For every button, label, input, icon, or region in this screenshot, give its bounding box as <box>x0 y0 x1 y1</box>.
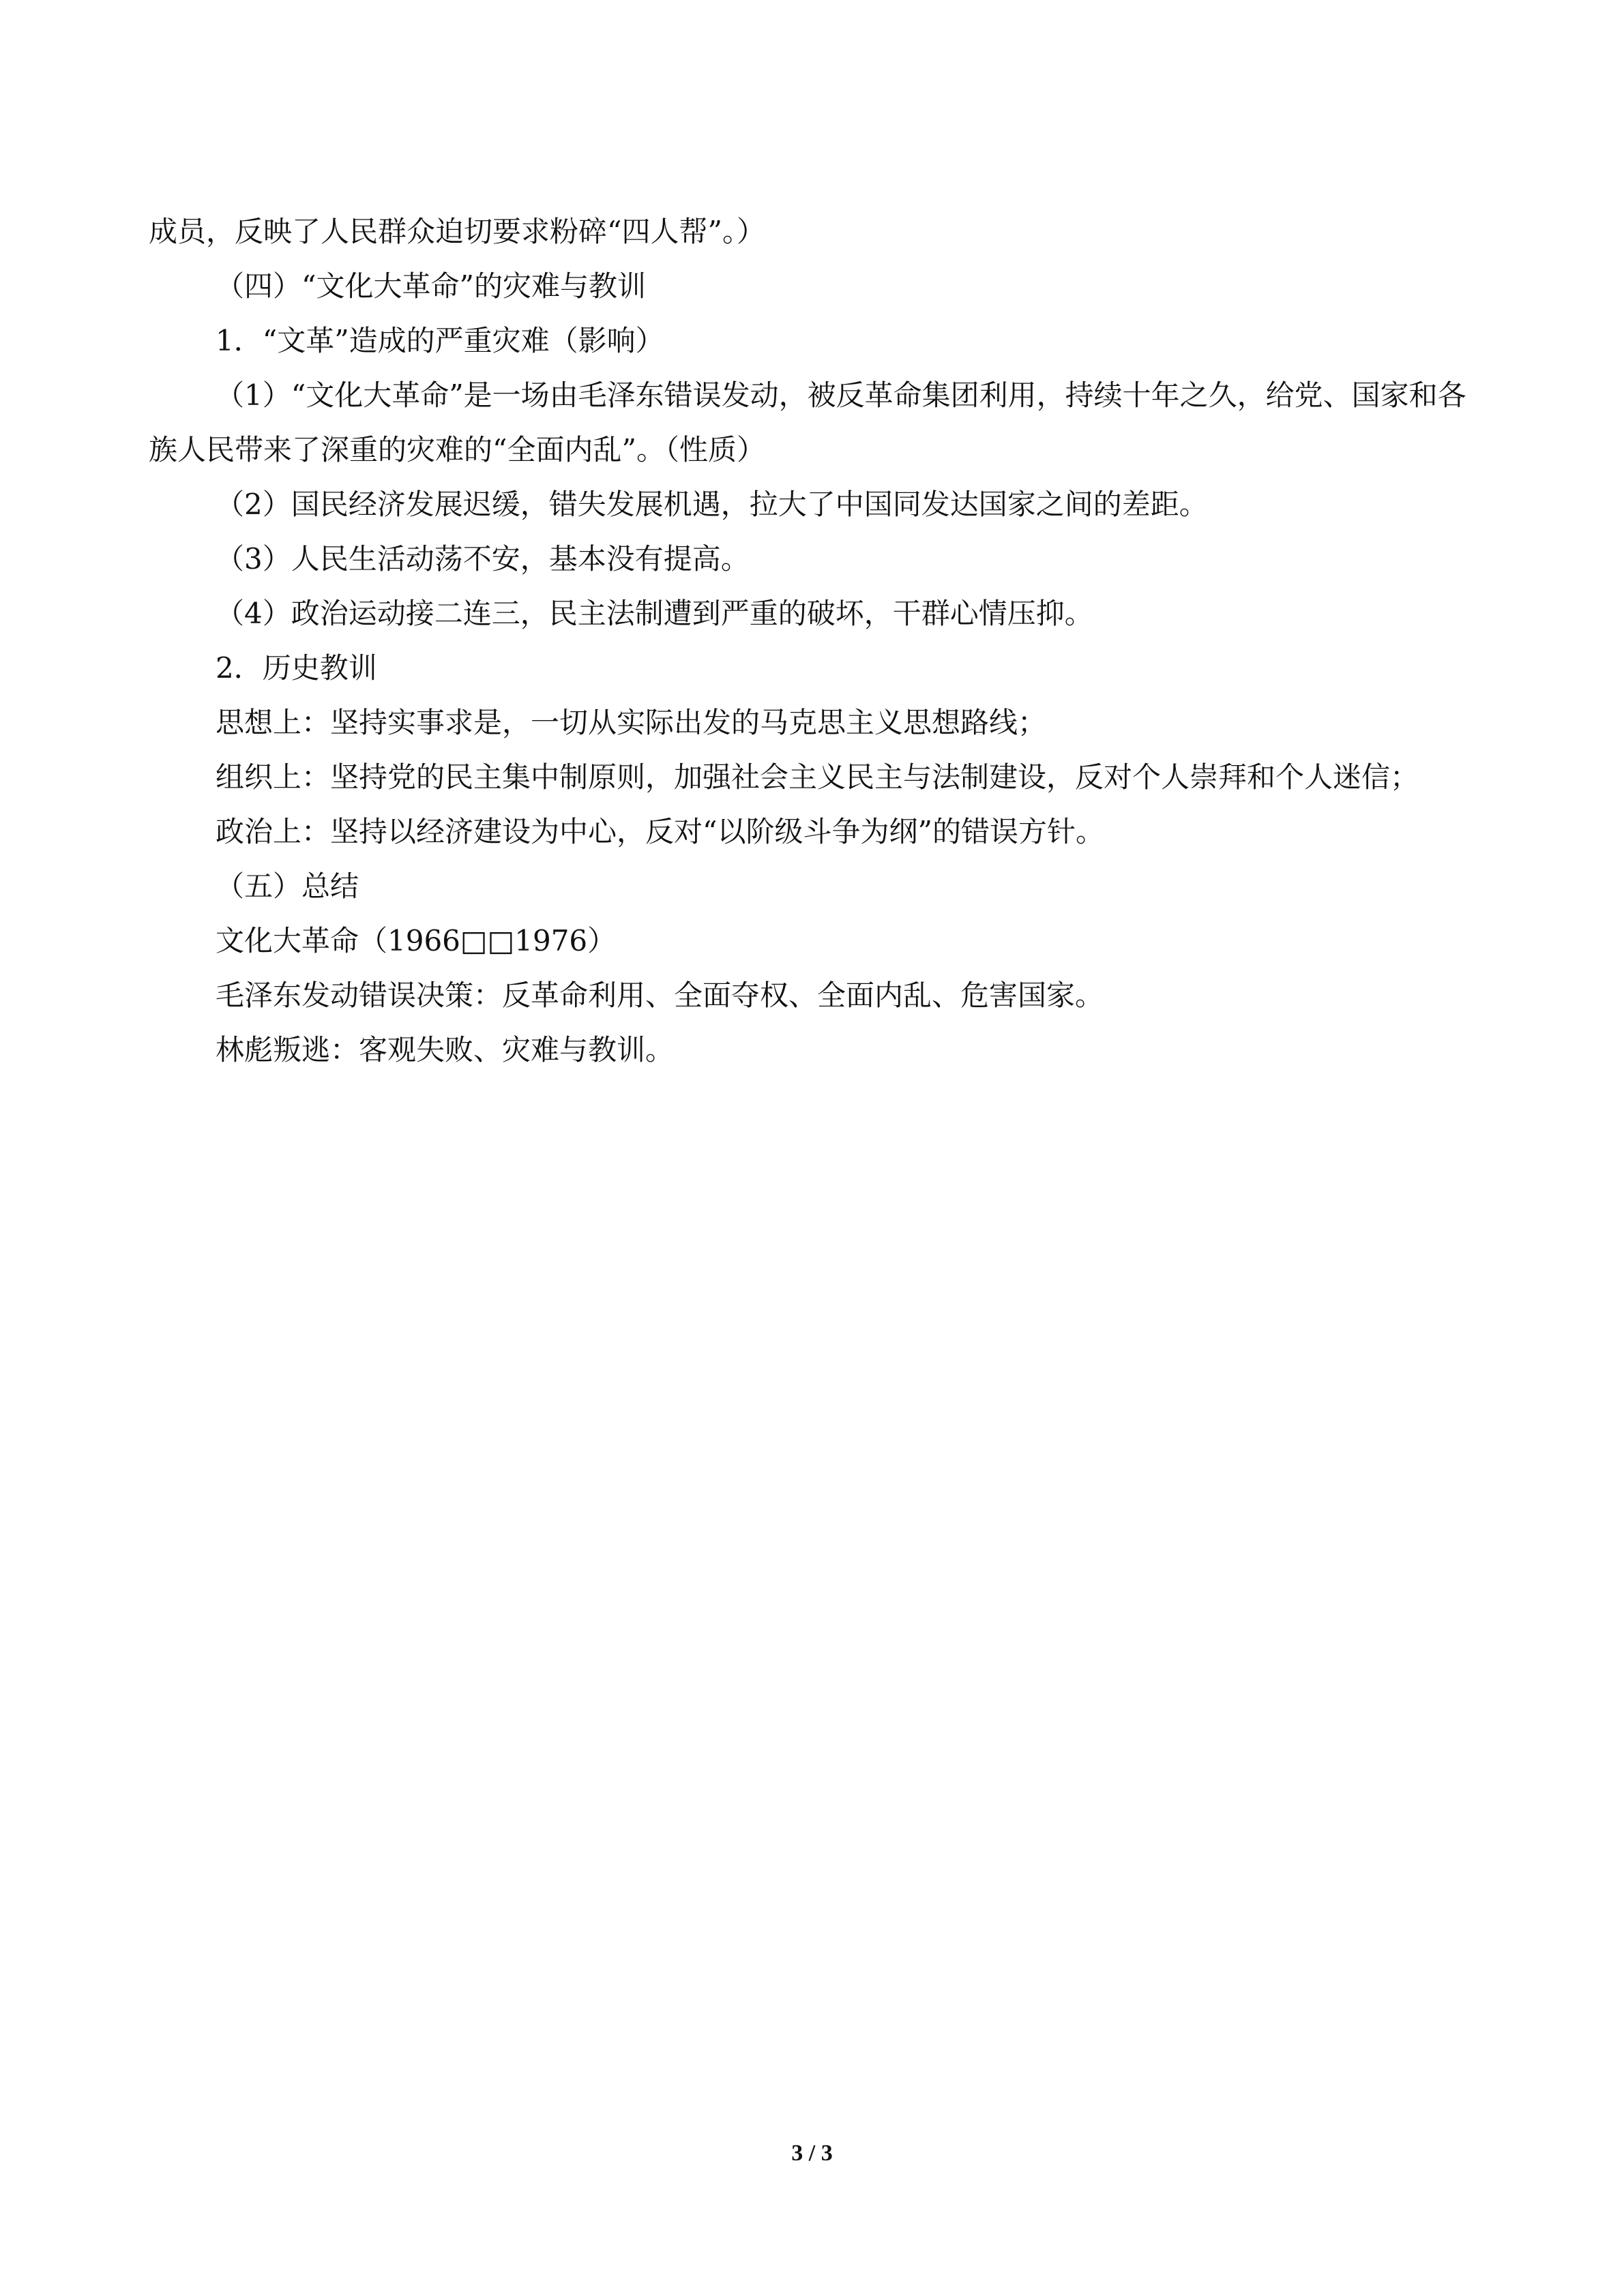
lesson-politics: 政治上：坚持以经济建设为中心，反对“以阶级斗争为纲”的错误方针。 <box>216 815 1104 848</box>
subheading-lessons: 2．历史教训 <box>216 651 377 685</box>
paragraph-continuation: 成员，反映了人民群众迫切要求粉碎“四人帮”。） <box>149 215 765 248</box>
page-number: 3 / 3 <box>791 2141 833 2166</box>
summary-line-1: 毛泽东发动错误决策：反革命利用、全面夺权、全面内乱、危害国家。 <box>216 979 1104 1012</box>
lesson-organization: 组织上：坚持党的民主集中制原则，加强社会主义民主与法制建设，反对个人崇拜和个人迷信； <box>216 760 1419 794</box>
list-item-1: （1）“文化大革命”是一场由毛泽东错误发动，被反革命集团利用，持续十年之久，给党、国家和各族人民带来了深重的灾难的“全面内乱”。（性质） <box>149 378 1466 466</box>
document-body <box>149 205 1479 1077</box>
section-heading-4: （四）“文化大革命”的灾难与教训 <box>216 269 646 303</box>
summary-title: 文化大革命（1966□□1976） <box>216 924 617 957</box>
list-item-3: （3）人民生活动荡不安，基本没有提高。 <box>216 542 750 576</box>
summary-line-2: 林彪叛逃：客观失败、灾难与教训。 <box>216 1033 675 1067</box>
subheading-disasters: 1．“文革”造成的严重灾难（影响） <box>216 324 664 357</box>
section-heading-5: （五）总结 <box>216 869 359 903</box>
lesson-ideology: 思想上：坚持实事求是，一切从实际出发的马克思主义思想路线； <box>216 706 1047 739</box>
list-item-4: （4）政治运动接二连三，民主法制遭到严重的破坏，干群心情压抑。 <box>216 597 1093 630</box>
list-item-2: （2）国民经济发展迟缓，错失发展机遇，拉大了中国同发达国家之间的差距。 <box>216 488 1208 521</box>
